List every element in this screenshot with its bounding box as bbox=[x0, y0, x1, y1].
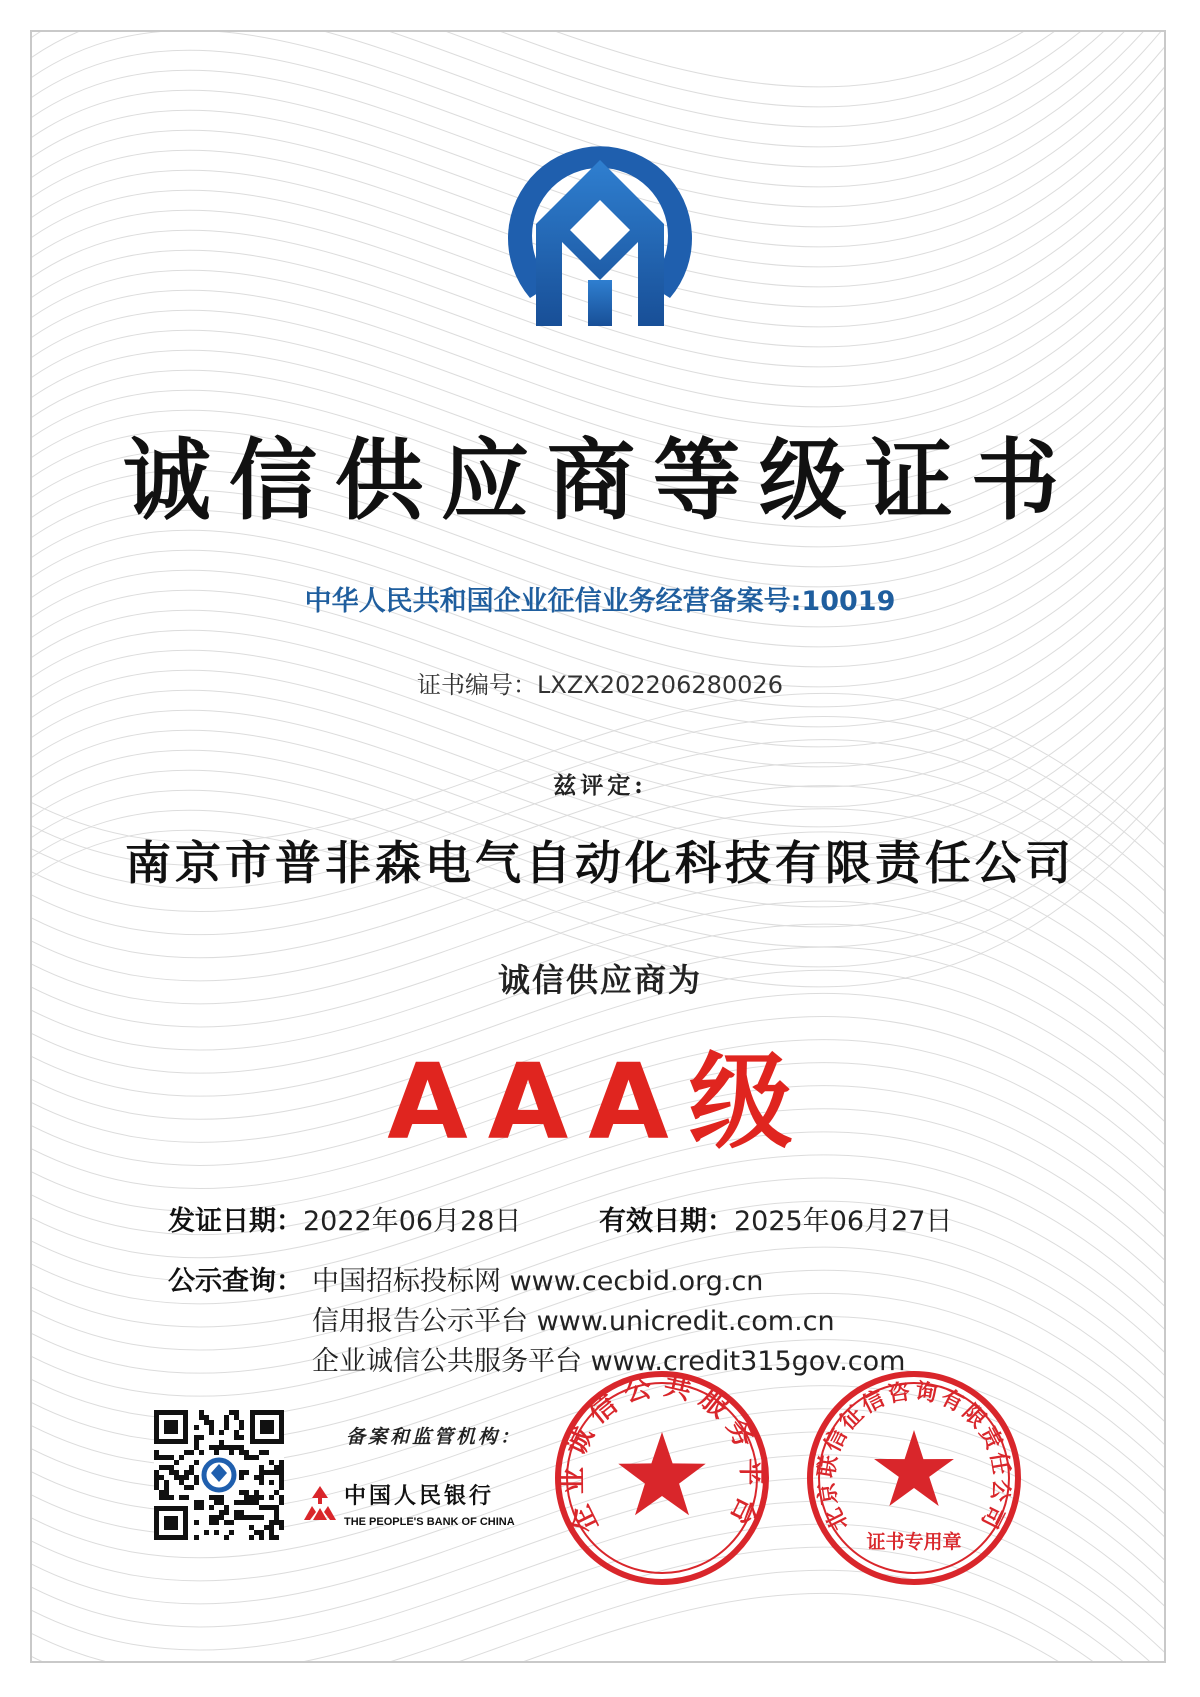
certificate-title: 诚信供应商等级证书 bbox=[122, 429, 1077, 532]
valid-date-label: 有效日期： bbox=[599, 1206, 734, 1237]
certificate-number bbox=[32, 673, 1166, 697]
query-label bbox=[168, 1268, 303, 1295]
company-seal-icon bbox=[806, 1370, 1022, 1586]
hereby-text: 兹评定: bbox=[553, 772, 647, 799]
seal-star-icon bbox=[618, 1432, 705, 1515]
certificate-number-label: 证书编号： bbox=[417, 671, 538, 699]
regulator-name-en: THE PEOPLE'S BANK OF CHINA bbox=[344, 1516, 515, 1528]
regulator-label: 备案和监管机构： bbox=[346, 1426, 523, 1448]
query-label-text: 公示查询： bbox=[168, 1266, 303, 1297]
certificate-frame bbox=[30, 30, 1166, 1663]
seal-ring-text: 北京联信征信咨询有限责任公司 bbox=[813, 1378, 1015, 1536]
company-name: 南京市普非森电气自动化科技有限责任公司 bbox=[125, 836, 1075, 890]
emblem-logo-icon bbox=[498, 138, 702, 342]
query-line: 中国招标投标网 www.cecbid.org.cn bbox=[312, 1266, 764, 1297]
issue-date-value: 2022年06月28日 bbox=[303, 1206, 522, 1237]
regulator-name-cn: 中国人民银行 bbox=[344, 1483, 495, 1509]
grade-text: AAA级 bbox=[387, 1041, 813, 1163]
query-line: 信用报告公示平台 www.unicredit.com.cn bbox=[312, 1306, 835, 1337]
valid-date bbox=[599, 1208, 952, 1235]
pboc-logo-icon bbox=[300, 1484, 340, 1524]
filing-number: 中华人民共和国企业征信业务经营备案号:10019 bbox=[304, 586, 896, 617]
qr-code-icon bbox=[154, 1410, 284, 1540]
issue-date-label: 发证日期： bbox=[168, 1206, 303, 1237]
issue-date bbox=[168, 1208, 521, 1235]
platform-seal-icon bbox=[554, 1370, 770, 1586]
query-line: 企业诚信公共服务平台 www.credit315gov.com bbox=[312, 1346, 906, 1377]
valid-date-value: 2025年06月27日 bbox=[734, 1206, 953, 1237]
seal-bottom-text: 证书专用章 bbox=[866, 1531, 962, 1553]
seal-star-icon bbox=[874, 1430, 954, 1506]
seal-ring-text: 企业诚信公共服务平台 bbox=[557, 1370, 767, 1538]
certificate-number-value: LXZX202206280026 bbox=[537, 671, 783, 699]
supplier-as-text: 诚信供应商为 bbox=[497, 961, 702, 999]
